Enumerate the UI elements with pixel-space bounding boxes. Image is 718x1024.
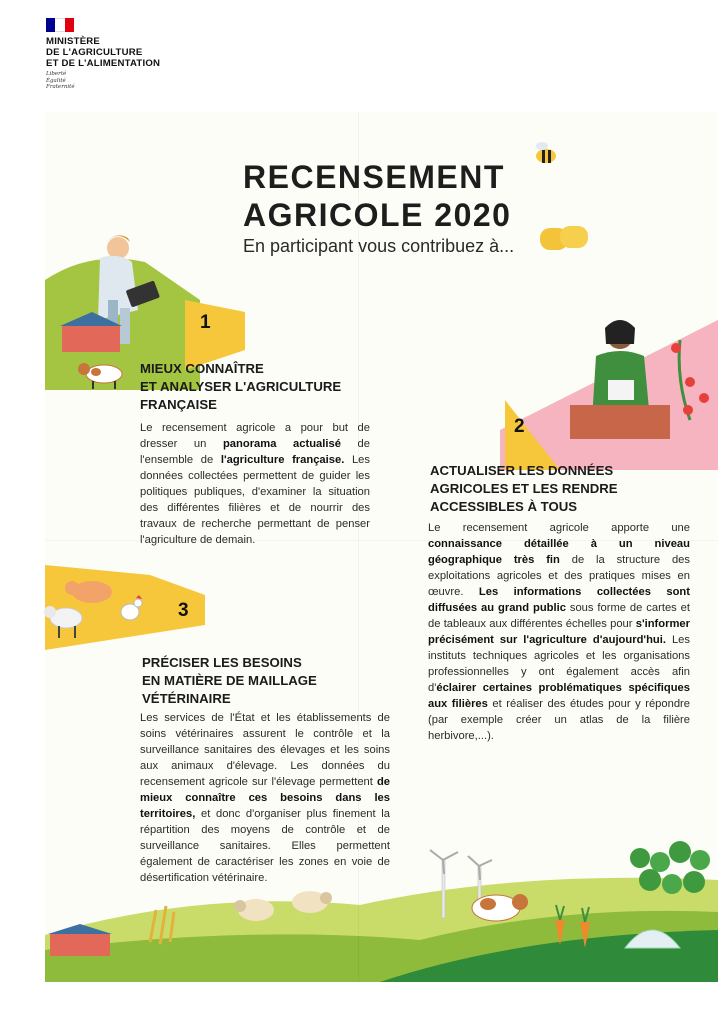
heading-line: EN MATIÈRE DE MAILLAGE — [142, 673, 317, 688]
body-bold: panorama actualisé — [222, 438, 341, 450]
title-line-2: AGRICOLE 2020 — [243, 197, 512, 233]
motto-line: Fraternité — [46, 84, 75, 90]
body-bold: connaissance détaillée à un niveau géographique très fin — [428, 538, 690, 566]
title-line-1: RECENSEMENT — [243, 159, 505, 195]
heading-line: ET ANALYSER L'AGRICULTURE — [140, 379, 342, 394]
section-3-heading — [142, 654, 382, 708]
section-1-body — [140, 420, 370, 548]
motto-line: Égalité — [46, 77, 66, 84]
poster-subtitle: En participant vous contribuez à... — [243, 236, 515, 256]
body-bold: Les informations collectées sont diffusées au grand public — [428, 586, 690, 614]
body-bold: éclairer certaines problématiques spécifiques aux filières — [428, 682, 690, 710]
body-text: Le recensement agricole apporte une — [428, 522, 690, 534]
ministry-line: DE L'AGRICULTURE — [46, 47, 143, 58]
motto-line: Liberté — [46, 71, 67, 77]
poster-title — [243, 158, 511, 234]
section-2-body — [428, 520, 690, 744]
heading-line: ACTUALISER LES DONNÉES — [430, 463, 614, 478]
body-text: Les instituts techniques agricoles et les organisations professionnelles y ont également accès afin d' — [428, 634, 690, 694]
orchard-trees-icon — [630, 841, 710, 894]
heading-line: VÉTÉRINAIRE — [142, 691, 231, 706]
heading-line: ACCESSIBLES À TOUS — [430, 499, 578, 514]
heading-line: AGRICOLES ET LES RENDRE — [430, 481, 618, 496]
ministry-line: MINISTÈRE — [46, 36, 101, 47]
heading-line: MIEUX CONNAÎTRE — [140, 361, 264, 376]
section-2-heading — [430, 462, 670, 516]
section-number-2: 2 — [514, 416, 525, 437]
body-text: sous forme de cartes et de tableaux aux différentes échelles pour — [428, 602, 691, 630]
ministry-line: ET DE L'ALIMENTATION — [46, 58, 161, 69]
bee-icon — [536, 142, 556, 163]
body-text: Les données collectées permettent de guider les politiques publiques, d'examiner la situation des différentes filières et de nourrir des travaux de recherche permettant de penser l'agriculture de demain. — [140, 454, 371, 546]
section-1-heading — [140, 360, 370, 414]
body-bold: l'agriculture française. — [220, 454, 345, 466]
body-text: Les services de l'État et les établissements de soins vétérinaires assurent le contrôle et la surveillance sanitaires des élevages et les soins aux animaux d'élevage. Les données du recensement agricole sur l'élevage permettent — [140, 712, 390, 788]
body-text: de la structure des exploitations agricoles et des pratiques mises en œuvre. — [428, 554, 690, 598]
hay-bales-icon — [540, 226, 588, 250]
body-text: de l'ensemble de — [140, 438, 370, 466]
heading-line: FRANÇAISE — [140, 397, 217, 412]
section-number-1: 1 — [200, 312, 211, 333]
section-number-3: 3 — [178, 600, 189, 621]
body-text: et donc d'organiser plus finement la répartition des moyens de contrôle et de surveillance sanitaires. Elles permettent également de caractériser les zones en voie de désertification vétérinaire. — [140, 808, 390, 884]
body-bold: de mieux connaître ces besoins dans les territoires, — [140, 776, 390, 820]
section-3-body — [140, 710, 390, 886]
heading-line: PRÉCISER LES BESOINS — [142, 655, 302, 670]
body-bold: s'informer précisément sur l'agriculture d'aujourd'hui. — [428, 618, 690, 646]
body-text: Le recensement agricole a pour but de dresser un — [140, 422, 370, 450]
body-text: et réaliser des études pour y répondre (par exemple créer un atlas de la filière herbivore,...). — [428, 698, 690, 742]
